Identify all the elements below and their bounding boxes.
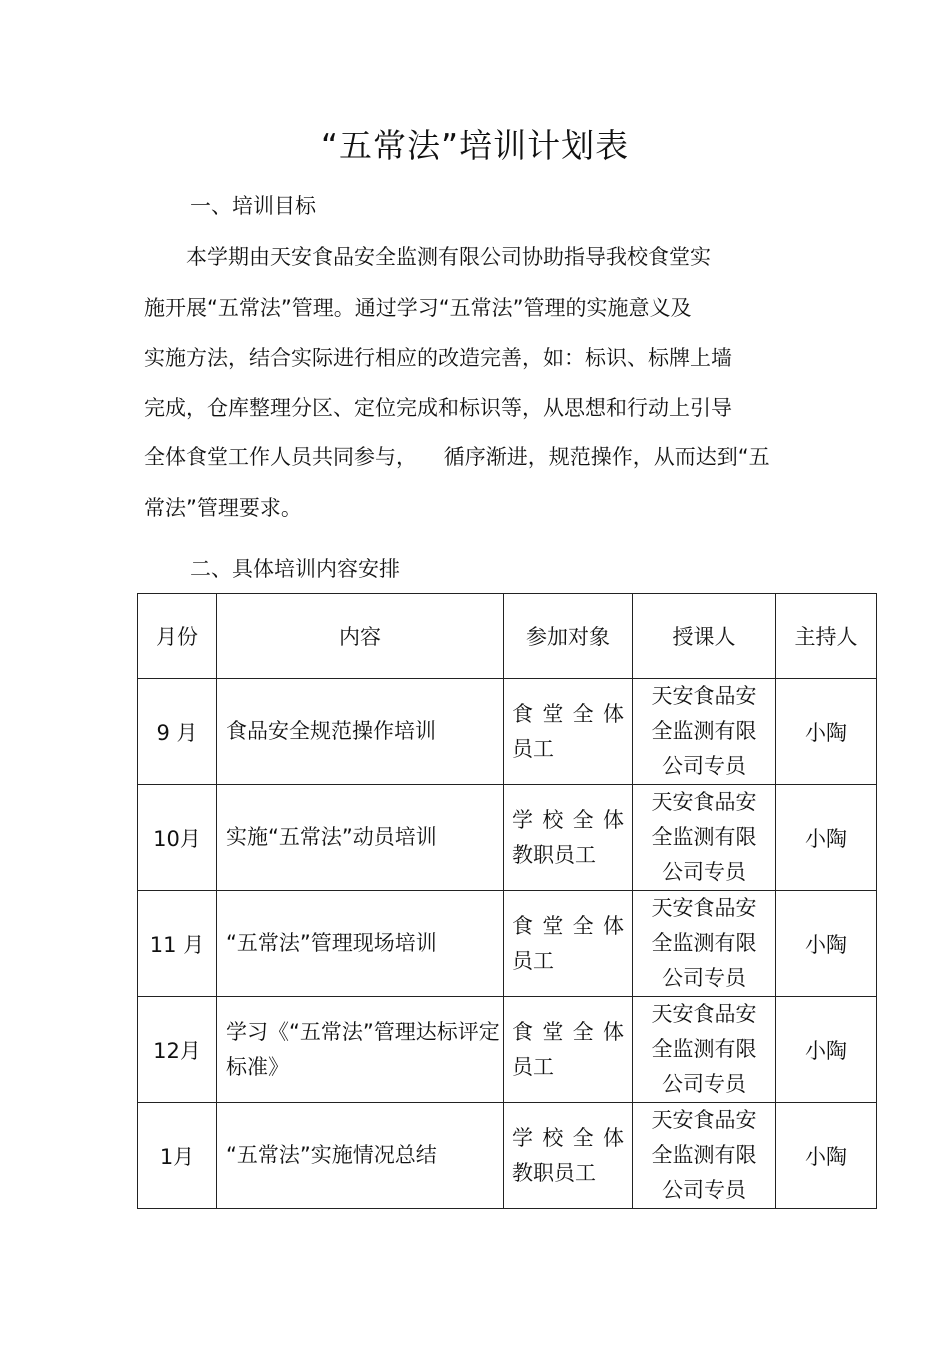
paragraph-line: 施开展“五常法”管理。通过学习“五常法”管理的实施意义及 <box>144 296 692 320</box>
cell-lecturer: 天安食品安 全监测有限 公司专员 <box>633 785 776 891</box>
header-host: 主持人 <box>776 594 877 679</box>
page-title: “五常法”培训计划表 <box>320 126 630 165</box>
cell-participants: 学校全体 教职员工 <box>504 1103 633 1209</box>
cell-host: 小陶 <box>776 679 877 785</box>
cell-host: 小陶 <box>776 785 877 891</box>
cell-participants: 食堂全体 员工 <box>504 679 633 785</box>
cell-host: 小陶 <box>776 891 877 997</box>
paragraph-line: 完成，仓库整理分区、定位完成和标识等，从思想和行动上引导 <box>144 396 732 420</box>
table-row <box>138 679 877 785</box>
paragraph-line: 本学期由天安食品安全监测有限公司协助指导我校食堂实 <box>186 245 711 269</box>
cell-participants: 食堂全体 员工 <box>504 997 633 1103</box>
table-row <box>138 891 877 997</box>
table-row <box>138 785 877 891</box>
cell-month: 10月 <box>138 785 217 891</box>
cell-month: 11 月 <box>138 891 217 997</box>
table-row <box>138 997 877 1103</box>
cell-participants: 食堂全体 员工 <box>504 891 633 997</box>
cell-lecturer: 天安食品安 全监测有限 公司专员 <box>633 1103 776 1209</box>
cell-content: “五常法”管理现场培训 <box>217 891 504 997</box>
cell-month: 9 月 <box>138 679 217 785</box>
cell-host: 小陶 <box>776 1103 877 1209</box>
cell-content: 学习《“五常法”管理达标评定标准》 <box>217 997 504 1103</box>
cell-lecturer: 天安食品安 全监测有限 公司专员 <box>633 891 776 997</box>
cell-lecturer: 天安食品安 全监测有限 公司专员 <box>633 997 776 1103</box>
cell-month: 12月 <box>138 997 217 1103</box>
cell-host: 小陶 <box>776 997 877 1103</box>
table-header-row <box>138 594 877 679</box>
cell-participants: 学校全体 教职员工 <box>504 785 633 891</box>
cell-content: “五常法”实施情况总结 <box>217 1103 504 1209</box>
table-row <box>138 1103 877 1209</box>
section-heading-training-goal: 一、培训目标 <box>190 194 316 218</box>
training-schedule-table <box>137 593 877 1209</box>
cell-content: 实施“五常法”动员培训 <box>217 785 504 891</box>
header-participants: 参加对象 <box>504 594 633 679</box>
cell-lecturer: 天安食品安 全监测有限 公司专员 <box>633 679 776 785</box>
header-month: 月份 <box>138 594 217 679</box>
cell-content: 食品安全规范操作培训 <box>217 679 504 785</box>
header-content: 内容 <box>217 594 504 679</box>
paragraph-line: 全体食堂工作人员共同参与， 循序渐进，规范操作，从而达到“五 <box>144 445 770 469</box>
paragraph-line: 常法”管理要求。 <box>144 496 302 520</box>
paragraph-line: 实施方法，结合实际进行相应的改造完善，如：标识、标牌上墙 <box>144 346 732 370</box>
cell-month: 1月 <box>138 1103 217 1209</box>
section-heading-schedule: 二、具体培训内容安排 <box>190 557 400 581</box>
header-lecturer: 授课人 <box>633 594 776 679</box>
